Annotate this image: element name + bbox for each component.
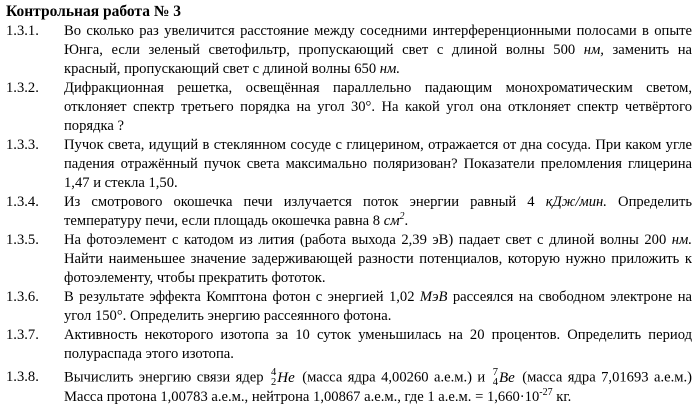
problem-text: Дифракционная решетка, освещённая параллельно падающим монохроматическим светом, отклоняет спектр третьего порядка на угол 30°. На какой угол она отклоняет спектр четвёртого порядка ? bbox=[64, 80, 692, 134]
problem-text-part: рассеялся на свободном электроне на угол 150°. Определить энергию рассеянного фотона. bbox=[64, 289, 692, 324]
problem-text-part: заменить на красный, пропускающий свет с длиной волны 650 bbox=[64, 42, 692, 77]
element-symbol: Be bbox=[498, 369, 515, 386]
problem-text-part: Вычислить энергию связи ядер bbox=[64, 369, 270, 386]
problem-text-part: На фотоэлемент с катодом из лития (работа выхода 2,39 эВ) падает свет с длиной волны 200 bbox=[64, 232, 672, 248]
nuclide-helium bbox=[271, 368, 295, 388]
unit-exponent: 2 bbox=[399, 211, 405, 222]
page-title: Контрольная работа № 3 bbox=[6, 3, 182, 20]
problem-number: 1.3.8. bbox=[6, 369, 39, 385]
problem-1-3-2 bbox=[6, 79, 692, 136]
problem-text-part: (масса ядра 7,01693 а.е.м.) Масса протона 1,00783 а.е.м., нейтрона 1,00867 а.е.м., где 1 а.е.м. = 1,660·10 bbox=[64, 369, 693, 405]
unit: МэВ bbox=[419, 289, 448, 305]
problem-text bbox=[64, 288, 692, 326]
problem-number: 1.3.6. bbox=[6, 289, 39, 305]
problem-text: Активность некоторого изотопа за 10 суток уменьшилась на 20 процентов. Определить период полураспада этого изотопа. bbox=[64, 327, 692, 362]
problem-number: 1.3.4. bbox=[6, 194, 39, 210]
unit: нм, bbox=[583, 42, 604, 58]
problem-number: 1.3.7. bbox=[6, 327, 39, 343]
problem-1-3-7 bbox=[6, 326, 692, 364]
element-symbol: He bbox=[277, 369, 295, 386]
problem-text-part: В результате эффекта Комптона фотон с энергией 1,02 bbox=[64, 289, 420, 305]
problem-1-3-1 bbox=[6, 22, 692, 79]
problem-text bbox=[64, 22, 692, 79]
problem-text-part: кг. bbox=[552, 389, 572, 405]
unit: нм. bbox=[671, 232, 692, 248]
problem-1-3-3 bbox=[6, 136, 692, 193]
atomic-number: 4 bbox=[492, 377, 498, 388]
problem-text: Пучок света, идущий в стеклянном сосуде с глицерином, отражается от дна сосуда. При каком угле падения отражённый пучок света максимально поляризован? Показатели преломления глицерина 1,47 и стекла 1,50. bbox=[64, 137, 692, 191]
unit: кДж/мин. bbox=[545, 194, 607, 210]
mass-number: 7 bbox=[492, 367, 498, 378]
problem-text-part: Во сколько раз увеличится расстояние между соседними интерференционными полосами в опыте Юнга, если зеленый светофильтр, пропускающий свет с длиной волны 500 bbox=[64, 23, 692, 58]
unit: см bbox=[383, 213, 400, 229]
problem-1-3-4 bbox=[6, 193, 692, 231]
problem-number: 1.3.1. bbox=[6, 23, 39, 39]
problem-1-3-5 bbox=[6, 231, 692, 288]
problem-text bbox=[64, 193, 692, 231]
problem-text-part: Найти наименьшее значение задерживающей разности потенциалов, которую нужно приложить к фотоэлементу, чтобы прекратить фототок. bbox=[64, 251, 692, 286]
problem-number: 1.3.2. bbox=[6, 80, 39, 96]
problem-number: 1.3.5. bbox=[6, 232, 39, 248]
nuclide-beryllium bbox=[493, 368, 515, 388]
exponent: -27 bbox=[539, 387, 553, 398]
mass-number: 4 bbox=[271, 367, 277, 378]
problem-number: 1.3.3. bbox=[6, 137, 39, 153]
problem-1-3-8 bbox=[6, 368, 692, 407]
problem-text-part: (масса ядра 4,00260 а.е.м.) и bbox=[296, 369, 491, 386]
atomic-number: 2 bbox=[271, 377, 277, 388]
problem-1-3-6 bbox=[6, 288, 692, 326]
problem-text-part: . bbox=[404, 213, 409, 229]
problem-text-part: Из смотрового окошечка печи излучается поток энергии равный 4 bbox=[64, 194, 546, 210]
problem-text-part: Определить температуру печи, если площадь окошечка равна 8 bbox=[64, 194, 692, 229]
problem-text bbox=[64, 368, 692, 407]
unit: нм. bbox=[379, 61, 400, 77]
problem-text bbox=[64, 231, 692, 288]
